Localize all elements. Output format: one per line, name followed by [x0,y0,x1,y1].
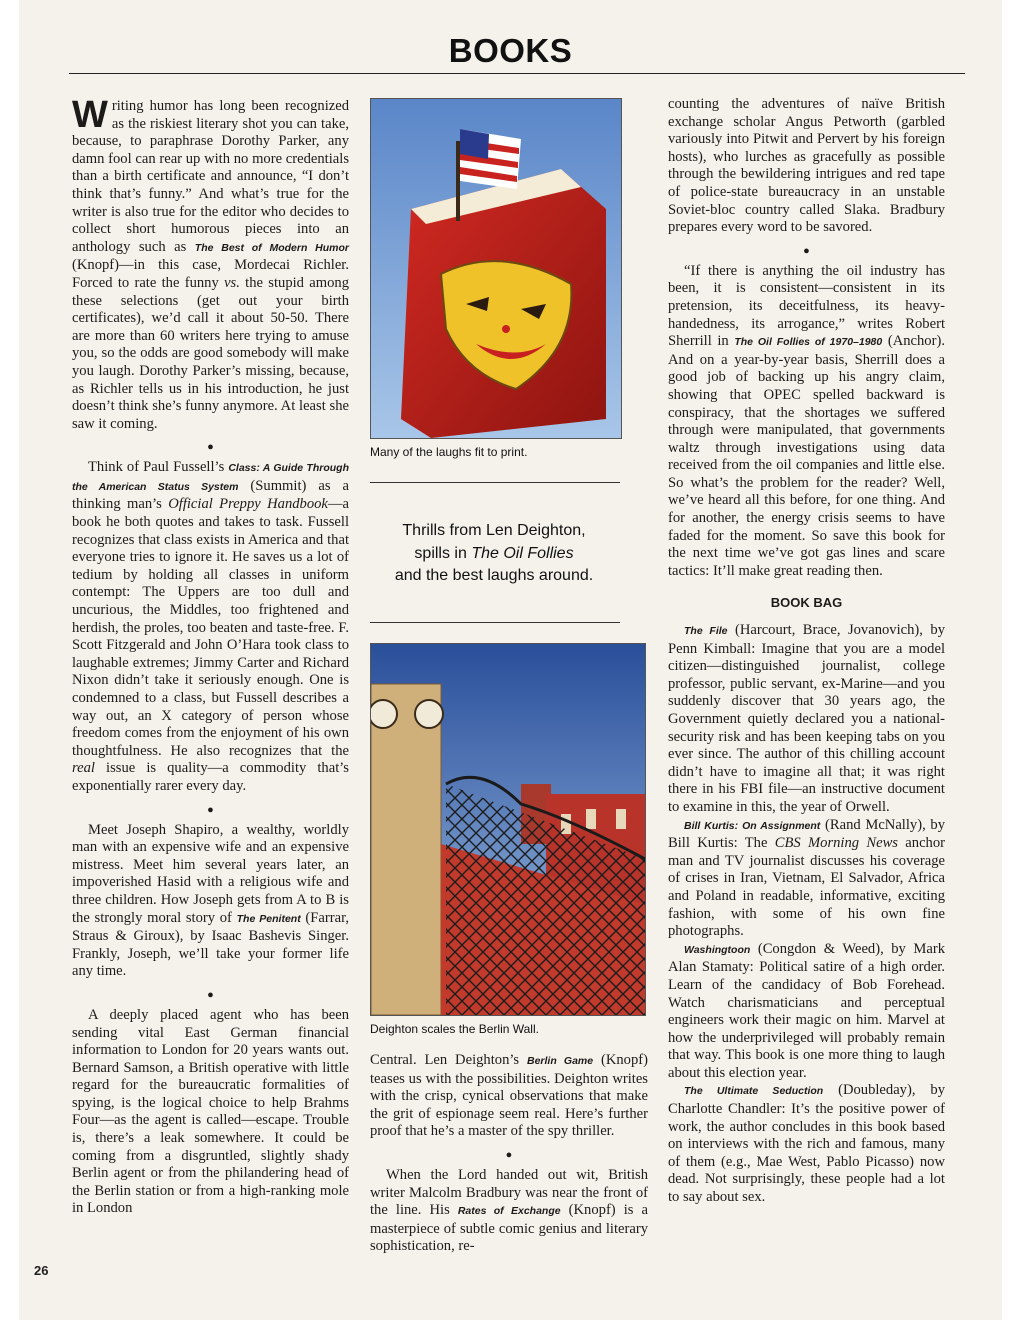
section-bullet: ● [207,803,214,816]
paragraph-humor: Writing humor has long been recognized as the riskiest literary shot you can take, because, to paraphrase Dorothy Parker, any damn fool can rear up with no more credentials than a birth certificate and announce, “I don’t think that’s funny.” And what’s true for the writer is also true for the editor who decides to collect short humorous pieces into an anthology such as The Best of Modern Humor (Knopf)—in this case, Mordecai Richler. Forced to rate the funny vs. the stupid among these selections (get out your birth certificates), we’d call it about 50-50. There are more than 60 writers here trying to amuse you, so the odds are good somebody will make you laugh. Dorothy Parker’s missing, because, as Richler tells us in his introduction, he just doesn’t think she’s funny anymore. At least she saw it coming. [72,94,349,432]
caption-1: Many of the laughs fit to print. [370,445,528,459]
paragraph-berlin: A deeply placed agent who has been sending vital East German financial information to London for 20 years wants out. Bernard Samson, a British operative with little regard for the bureaucratic formalities of spying, is the logical choice to help Brahms Four—as the agent is called—escape. Trouble is, there’s a leak somewhere. It could be coming from a disgruntled, slightly shady Berlin agent or from the philandering head of the Berlin station or from a high-ranking mole in London [72,1006,349,1217]
column-1 [72,94,349,1218]
section-bullet: ● [505,1148,513,1161]
column-2-text [370,1052,648,1256]
column-3 [668,96,945,1207]
book-title: Rates of Exchange [457,1205,561,1218]
book-title: Berlin Game [527,1055,594,1067]
magazine-page [19,0,1002,1320]
book-title: Class: A Guide Through the American Status System [72,462,349,493]
pull-rule-bottom [370,622,620,623]
pull-rule-top [370,482,620,483]
caption-2: Deighton scales the Berlin Wall. [370,1022,539,1036]
book-title: The Best of Modern Humor [194,241,349,254]
book-bag-heading: BOOK BAG [770,595,843,611]
paragraph-class: Think of Paul Fussell’s Class: A Guide Through the American Status System (Summit) as a thinking man’s Official Preppy Handbook—a book he both quotes and takes to task. Fussell recognizes that class exists in America and that everyone tries to ignore it. He saves us a lot of tedium by holding all classes in uniform contempt: The Uppers are too dull and uncurious, the Middles, too frightened and herdish, the proles, too beaten and taste-free. F. Scott Fitzgerald and John O’Hara took class to laughable extremes; Jimmy Carter and Richard Nixon didn’t take it seriously enough. One is condemned to a class, but Fussell describes a way out, an X category of person whose freedom comes from the enjoyment of his own thoughtfulness. He also recognizes that the real issue is quality—a commodity that’s exponentially rarer every day. [72,459,349,794]
book-title: The Ultimate Seduction [684,1085,824,1098]
paragraph-berlin-game: Central. Len Deighton’s Berlin Game (Knopf) teases us with the possibilities. Deighton writes with the crisp, cynical observations that make the grit of espionage seem real. Here’s further proof that he’s a master of the spy thriller. [370,1052,648,1140]
pull-quote: Thrills from Len Deighton, spills in The Oil Follies and the best laughs around. [394,522,594,584]
book-bag-item: The Ultimate Seduction (Doubleday), by Charlotte Chandler: It’s the positive power of work, the author concludes in this book based on interviews with the rich and famous, many of them (e.g., Mae West, Pablo Picasso) now dead. Not surprisingly, these people had a lot to say about sex. [668,1082,945,1206]
book-title: Bill Kurtis: On Assignment [684,819,821,832]
paragraph-oil-follies: “If there is anything the oil industry has been, it is consistent—consistent in its pretension, its deceitfulness, its heavy-handedness, its arrogance,” writes Robert Sherrill in The Oil Follies of 1970–1980 (Anchor). And on a year-by-year basis, Sherrill does a good job of backing up his angry claim, showing that OPEC spelled backward is conspiracy, that the shortages we suffered through were manipulated, that governments waltz through investigations using data received from the oil companies and little else. So what’s the problem for the reader? Well, we’ve heard all this before, for one thing. And for another, the energy crisis seems to have faded for the moment. So save this book for the next time we’ve got gas lines and scare tactics: It’ll make great reading then. [668,262,945,579]
drop-cap: W [72,94,108,136]
paragraph-bradbury: counting the adventures of naïve British exchange scholar Angus Petworth (garbled variously into Pitwit and Pervert by his foreign hosts), who lurches as gracefully as possible through the bewildering intrigues and red tape of police-state bureaucracy in an unstable Soviet-bloc country called Slaka. Bradbury prepares every word to be savored. [668,96,945,236]
book-bag-item: Bill Kurtis: On Assignment (Rand McNally), by Bill Kurtis: The CBS Morning News anchor man and TV journalist discusses his coverage of crises in Iran, Vietnam, El Salvador, Africa and Poland in readable, informative, exciting fashion, with some of his own fine photographs. [668,816,945,940]
book-bag-item: The File (Harcourt, Brace, Jovanovich), by Penn Kimball: Imagine that you are a model citizen—distinguished journalist, college professor, public servant, ex-Marine—and you suddenly discover that 30 years ago, the Government quietly declared you a national-security risk and has been keeping tabs on you ever since. The author of this chilling account didn’t have to imagine all that; it was right there in his FBI file—an instructive document to examine in this, the year of Orwell. [668,622,945,815]
illustration-berlin-wall [370,643,646,1016]
book-title: Washingtoon [684,943,751,956]
paragraph-penitent: Meet Joseph Shapiro, a wealthy, worldly man with an expensive wife and an expensive mistress. Meet him several years later, an impoverished Hasid with a religious wife and three children. How Joseph gets from A to B is the strongly moral story of The Penitent (Farrar, Straus & Giroux), by Isaac Bashevis Singer. Frankly, Joseph, we’ll take your former life any time. [72,821,349,980]
book-title: The Penitent [236,912,301,925]
header-rule [69,73,965,74]
paragraph-rates-of-exchange: When the Lord handed out wit, British writer Malcolm Bradbury was near the front of the line. His Rates of Exchange (Knopf) is a masterpiece of subtle comic genius and literary sophistication, re- [370,1166,648,1255]
section-title: BOOKS [448,32,573,69]
section-bullet: ● [803,244,810,257]
page-number: 26 [34,1263,49,1278]
book-bag-item: Washingtoon (Congdon & Weed), by Mark Alan Stamaty: Political satire of a high order. Learn of the candidacy of Bob Forehead. Watch charismaticians and perceptual engineers work their magic on him. Marvel at how the underprivileged will probably remain that way. This book is one more thing to laugh about this election year. [668,940,945,1081]
book-title: The Oil Follies of 1970–1980 [734,336,883,349]
illustration-book-mask [370,98,622,439]
section-bullet: ● [207,441,214,454]
section-bullet: ● [207,988,214,1001]
book-title: The File [684,625,728,638]
